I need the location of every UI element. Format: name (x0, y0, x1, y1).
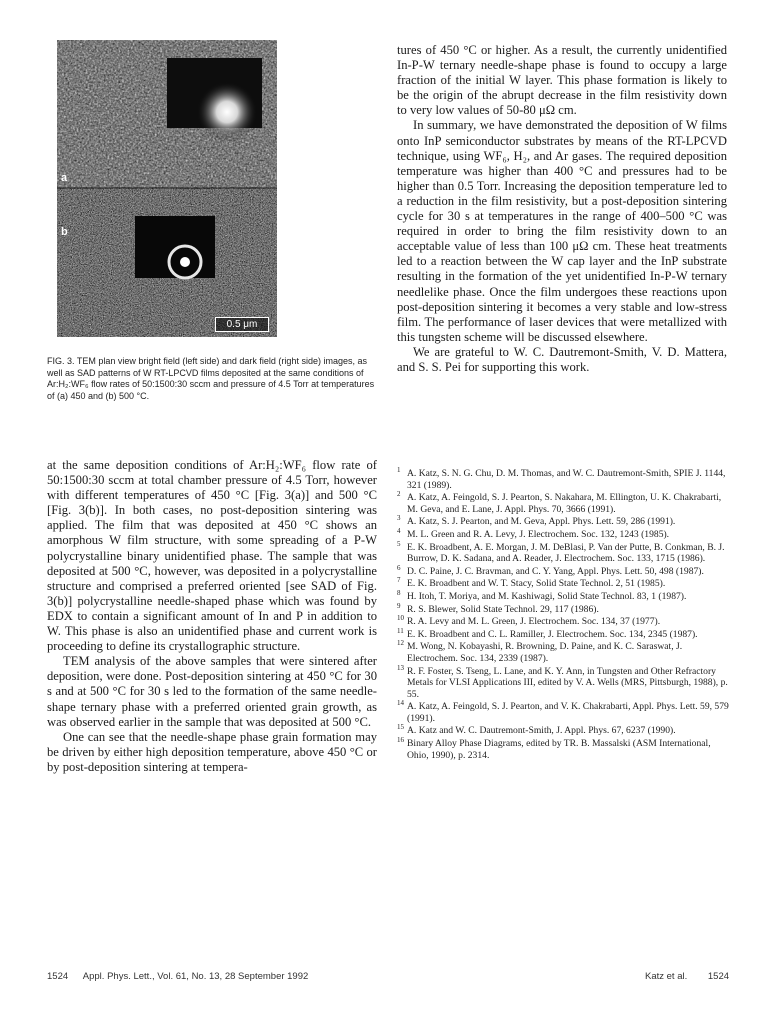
reference-text: R. F. Foster, S. Tseng, L. Lane, and K. Y. Ann, in Tungsten and Other Refractory Metals for VLSI Applications III, edited by V. A. Wells (MRS, Pittsburgh, 1988), p. 55. (407, 665, 728, 700)
reference-item (397, 526, 729, 541)
page-number-right: 1524 (707, 971, 730, 982)
body-paragraph: tures of 450 °C or higher. As a result, the currently unidentified In-P-W ternary needle-shape phase is found to occupy a large fraction of the initial W layer. This phase formation is likely to be the origin of the abrupt decrease in the film resistivity down to very low values of 50-80 μΩ cm. (397, 43, 727, 118)
panel-b-sad-inset (135, 216, 215, 278)
page-number-left: 1524 (47, 971, 69, 982)
reference-text: A. Katz, S. J. Pearton, and M. Geva, Appl. Phys. Lett. 59, 286 (1991). (407, 516, 676, 528)
reference-text: E. K. Broadbent, A. E. Morgan, J. M. DeBlasi, P. Van der Putte, B. Conkman, B. J. Burrow, D. K. Sadana, and A. Reader, J. Electrochem. Soc. 133, 1715 (1986). (407, 541, 725, 565)
reference-text: E. K. Broadbent and C. L. Ramiller, J. Electrochem. Soc. 134, 2345 (1987). (407, 628, 698, 640)
reference-item (397, 725, 729, 737)
reference-number: 7 (397, 576, 401, 585)
body-paragraph: TEM analysis of the above samples that were sintered after deposition, were done. Post-deposition sintering at 450 °C for 30 s and at 500 °C for 30 s led to the formation of the same needle-shape ternary phase with a preferred oriented grain growth, as was observed earlier in the sample that was deposited at 500 °C. (47, 654, 377, 729)
reference-item (397, 641, 729, 664)
reference-list (397, 468, 729, 762)
reference-text: H. Itoh, T. Moriya, and M. Kashiwagi, Solid State Technol. 83, 1 (1987). (407, 590, 687, 602)
left-column (47, 458, 377, 775)
reference-number: 9 (397, 601, 401, 610)
reference-item (397, 663, 729, 701)
panel-b-label: b (61, 226, 68, 238)
reference-item (397, 563, 729, 578)
reference-item (397, 492, 729, 515)
reference-item (397, 626, 729, 641)
reference-item (397, 701, 729, 724)
reference-item (397, 601, 729, 616)
panel-a-label: a (61, 172, 68, 184)
reference-text: M. L. Green and R. A. Levy, J. Electrochem. Soc. 132, 1243 (1985). (407, 528, 670, 540)
reference-item (397, 468, 729, 491)
reference-text: E. K. Broadbent and W. T. Stacy, Solid State Technol. 2, 51 (1985). (407, 578, 666, 590)
scale-bar: 0.5 μm (215, 317, 269, 332)
reference-number: 8 (397, 588, 401, 597)
reference-item (397, 738, 729, 761)
reference-text: R. S. Blewer, Solid State Technol. 29, 117 (1986). (407, 603, 599, 615)
reference-number: 10 (397, 614, 404, 623)
reference-text: D. C. Paine, J. C. Bravman, and C. Y. Yang, Appl. Phys. Lett. 50, 498 (1987). (407, 565, 704, 577)
reference-item (397, 616, 729, 628)
reference-text: Binary Alloy Phase Diagrams, edited by TR. B. Massalski (ASM International, Ohio, 1990), p. 2314. (407, 738, 711, 761)
reference-text: A. Katz, A. Feingold, S. J. Pearton, S. Nakahara, M. Ellington, U. K. Chakrabarti, M. Geva, and E. Lane, J. Appl. Phys. 70, 3666 (1991). (407, 492, 722, 515)
reference-text: A. Katz and W. C. Dautremont-Smith, J. Appl. Phys. 67, 6237 (1990). (407, 725, 676, 737)
reference-number: 2 (397, 490, 401, 499)
reference-item (397, 578, 729, 590)
body-paragraph: at the same deposition conditions of Ar:H₂:WF₆ flow rate of 50:1500:30 sccm at total chamber pressure of 4.5 Torr, however with different temperatures of 450 °C [Fig. 3(a)] and 500 °C [Fig. 3(b)]. In both cases, no post-deposition sintering was applied. The film that was deposited at 450 °C shows an amorphous W film structure, with some spreading of a P-W polycrystalline binary unidentified phase. The sample that was deposited at 500 °C, however, was deposited in a polycrystalline structure and comprised a preferred oriented [see SAD of Fig. 3(b)] polycrystalline needle-shaped phase which was found by EDX to contain a significant amount of In and P in addition to W. This phase is also an unidentified phase and current work is proceeding to define its crystallographic structure. (47, 458, 377, 654)
reference-number: 11 (397, 626, 404, 635)
reference-text: A. Katz, S. N. G. Chu, D. M. Thomas, and W. C. Dautremont-Smith, SPIE J. 1144, 321 (1989). (407, 468, 726, 491)
running-authors: Katz et al. (645, 971, 688, 982)
page-footer-left (47, 971, 308, 982)
summary-paragraph: In summary, we have demonstrated the deposition of W films onto InP semiconductor substrates by means of the RT-LPCVD technique, using WF₆, H₂, and Ar gases. The required deposition temperature was higher than 400 °C and pressures had to be higher than 0.5 Torr. Increasing the deposition temperature led to a reduction in the film resistivity, but a post-deposition sintering cycle for 30 s at temperatures in the range of 400–500 °C was required in order to bring the film resistivity down to an acceptable value of less than 100 μΩ cm. These heat treatments led to a reaction between the W cap layer and the InP substrate resulting in the formation of the yet unidentified In-P-W ternary needlelike phase. Once the film undergoes these reactions upon post-deposition sintering it becomes a very stable and low-stress film. The performance of laser devices that were metallized with this tungsten scheme will be discussed elsewhere. (397, 118, 727, 344)
reference-text: A. Katz, A. Feingold, S. J. Pearton, and V. K. Chakrabarti, Appl. Phys. Lett. 59, 579 (1991). (407, 701, 729, 724)
journal-citation: Appl. Phys. Lett., Vol. 61, No. 13, 28 September 1992 (82, 971, 309, 982)
reference-number: 15 (397, 723, 404, 732)
acknowledgment-paragraph: We are grateful to W. C. Dautremont-Smith, V. D. Mattera, and S. S. Pei for supporting this work. (397, 344, 727, 374)
reference-number: 1 (397, 466, 401, 474)
figure-caption: FIG. 3. TEM plan view bright field (left side) and dark field (right side) images, as well as SAD patterns of W RT-LPCVD films deposited at the same conditions of Ar:H₂:WF₆ flow rates of 50:1500:30 sccm and pressure of 4.5 Torr at temperatures of (a) 450 and (b) 500 °C. (47, 356, 375, 401)
reference-number: 5 (397, 539, 401, 548)
reference-number: 14 (397, 699, 404, 708)
reference-number: 13 (397, 663, 404, 672)
tem-micrograph-image (57, 40, 277, 337)
tem-micrograph-figure (57, 40, 277, 337)
right-column (397, 43, 727, 375)
reference-number: 16 (397, 736, 404, 745)
body-paragraph: One can see that the needle-shape phase grain formation may be driven by either high deposition temperature, above 450 °C or by post-deposition sintering at tempera- (47, 729, 377, 774)
reference-number: 12 (397, 639, 404, 648)
page-footer-right (645, 971, 729, 982)
reference-number: 6 (397, 563, 401, 572)
reference-text: R. A. Levy and M. L. Green, J. Electrochem. Soc. 134, 37 (1977). (407, 616, 661, 628)
reference-item (397, 539, 729, 565)
reference-item (397, 588, 729, 603)
reference-text: M. Wong, N. Kobayashi, R. Browning, D. Paine, and K. C. Saraswat, J. Electrochem. Soc. 134, 2339 (1987). (407, 641, 683, 664)
reference-item (397, 516, 729, 528)
reference-number: 3 (397, 514, 401, 523)
reference-number: 4 (397, 526, 401, 535)
